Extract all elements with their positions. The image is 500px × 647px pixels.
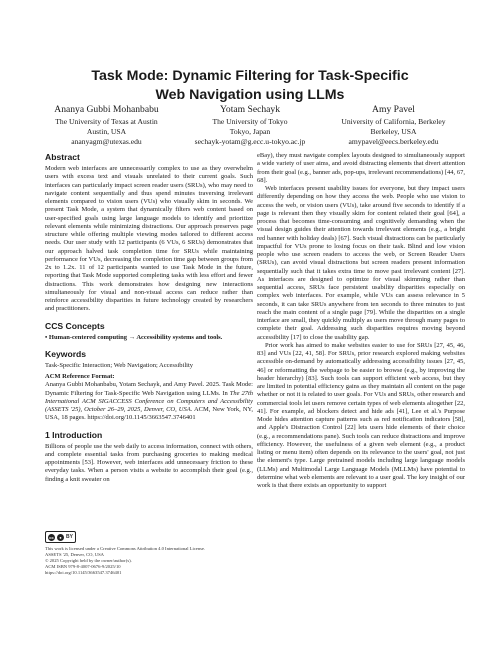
cc-badge-label: BY (66, 534, 73, 540)
title-line-1: Task Mode: Dynamic Filtering for Task-Specific (91, 68, 409, 84)
footer-line: This work is licensed under a Creative Commons Attribution 4.0 International License. (45, 546, 206, 551)
keywords-text: Task-Specific Interaction; Web Navigation; Accessibility (45, 361, 193, 369)
author-1 (35, 104, 178, 147)
cc-by-badge (45, 531, 76, 543)
author-location: Berkeley, USA (370, 127, 417, 136)
intro-paragraph-3: Prior work has aimed to make websites easier to use for SRUs [27, 45, 46, 83] and VUs [22, 41, 58]. For SRUs, prior research explored making websites accessible on-demand by automatically addressing accessibility issues [27, 45, 46] or reformatting the webpage to be easier to browse (e.g., by improving the header hierarchy) [83]. Such tools can support efficient web access, but they are limited in potential efficiency gains as they maintain all content on the page whether or not it is related to user goals. For VUs and SRUs, other research and commercial tools let users remove certain types of web elements altogether [22, 41]. For example, ad blockers detect and hide ads [41], Lee et al.'s Purpose Mode hides attention capture patterns such as red notification indicators [58], and Apple's Distraction Control [22] lets users hide elements of their choice (e.g., a recommendations pane). Such tools can reduce distractions and improve efficiency. However, the usefulness of a given web element (e.g., a product listing or menu item) often depends on its relevance to the users' goal, not just the element's type. Large pretrained models including large language models (LLMs) and Multimodal Large Language Models (MLLMs) have potential to determine what web elements are relevant to a user goal. The key insight of our work is that there exists an opportunity to support (257, 341, 465, 489)
author-block (35, 104, 465, 147)
author-name: Ananya Gubbi Mohanbabu (54, 104, 159, 115)
author-name: Yotam Sechayk (219, 104, 281, 115)
left-column (45, 152, 253, 484)
attribution-icon: ● (57, 534, 64, 541)
abstract-heading: Abstract (45, 152, 80, 162)
footer-doi-link[interactable]: https://doi.org/10.1145/3663547.3746401 (45, 570, 122, 575)
author-affiliation: The University of Tokyo (212, 117, 288, 126)
author-affiliation: University of California, Berkeley (341, 117, 446, 126)
acm-reference (45, 373, 253, 423)
paper-title (60, 67, 440, 105)
creative-commons-icon: cc (49, 534, 54, 540)
acm-ref-venue: The 27th International ACM SIGACCESS Conference on Computers and Accessibility (ASSETS '25), October 26–29, 2025, Denver, CO, USA. (45, 389, 254, 413)
license-footer (45, 531, 253, 576)
author-2 (179, 104, 322, 147)
footer-line: ACM ISBN 979-8-4007-0676-9/2025/10 (45, 564, 121, 569)
author-email[interactable]: sechayk-yotam@g.ecc.u-tokyo.ac.jp (194, 137, 306, 146)
author-3 (322, 104, 465, 147)
acm-ref-label: ACM Reference Format: (45, 373, 115, 380)
abstract-text: Modern web interfaces are unnecessarily complex to use as they overwhelm users with excess text and visuals unrelated to their current goals. Such interfaces can particularly impact screen reader users (SRUs), who may need to navigate content sequentially and thus spend minutes traversing irrelevant elements compared to vision users (VUs) who visually skim in seconds. We present Task Mode, a system that dynamically filters web content based on user-specified goals using large language models to identify and prioritize relevant elements while minimizing distractions. Our approach preserves page structure while offering multiple viewing modes tailored to different access needs. Our user study with 12 participants (6 VUs, 6 SRUs) demonstrates that our approach halved task completion time for SRUs while maintaining performance for VUs, decreasing the completion time gap between groups from 2x to 1.2x. 11 of 12 participants wanted to use Task Mode in the future, reporting that Task Mode supported completing tasks with less effort and fewer distractions. This work demonstrates how designing new interactions simultaneously for visual and non-visual access can reduce rather than reinforce accessibility disparities in future technology created by researchers and practitioners. (45, 165, 253, 313)
keywords-heading: Keywords (45, 348, 87, 359)
acm-ref-text: Ananya Gubbi Mohanbabu, Yotam Sechayk, and Amy Pavel. 2025. Task Mode: Dynamic Filtering for Task-Specific Web Navigation using LLMs. In (45, 381, 253, 397)
author-email[interactable]: amypavel@eecs.berkeley.edu (348, 137, 439, 146)
author-name: Amy Pavel (372, 104, 415, 115)
title-line-2: Web Navigation using LLMs (155, 87, 345, 103)
author-location: Tokyo, Japan (229, 127, 271, 136)
intro-paragraph-continued: eBay), they must navigate complex layouts designed to simultaneously support a wide variety of user aims, and avoid distracting elements that divert attention from their goal (e.g., banner ads, pop-ups, irrelevant recommendations) [44, 67, 68]. (257, 152, 465, 184)
intro-paragraph-2: Web interfaces present usability issues for everyone, but they impact users differently depending on how they access the web. People who use vision to access the web, or vision users (VUs), take around five seconds to identify if a page is relevant then they visually skim for content related their goal [64], a process that becomes time-consuming and cognitively demanding when the visual design guides their attention towards irrelevant elements (e.g., a bright red banner with holiday deals) [67]. Such visual distractions can be particularly impactful for VUs prone to losing focus on their task. Blind and low vision people who use screen readers to access the web, or Screen Reader Users (SRUs), can avoid visual distractions but screen readers present information sequentially such that it takes extra time to move past irrelevant content [27]. As interfaces are designed to optimize for visual skimming rather than sequential access, SRUs face persistent usability disparities especially on complex web interfaces. For example, while VUs can assess relevance in 5 seconds, it can take SRUs anywhere from ten seconds to three minutes to just reach the main content of a single page [79]. While the disparities on a single interface are small, they quickly multiply as users move through many pages to complete their goal. Addressing such disparities requires moving beyond accessibility [17] to close the usability gap. (257, 185, 465, 341)
author-location: Austin, USA (86, 127, 127, 136)
footer-line: © 2025 Copyright held by the owner/author(s). (45, 558, 132, 563)
ccs-heading: CCS Concepts (45, 320, 105, 331)
author-email[interactable]: ananyagm@utexas.edu (71, 137, 142, 146)
intro-paragraph-1: Billions of people use the web daily to access information, connect with others, and complete essential tasks from purchasing groceries to making medical appointments [53]. However, web interfaces add unnecessary friction to these everyday tasks. When a person visits a website to accomplish their goal (e.g., finding a knit sweater on (45, 442, 253, 483)
ccs-text: • Human-centered computing → Accessibility systems and tools. (45, 333, 223, 341)
acm-ref-tail: ACM, New York, NY, USA, 18 pages. https://doi.org/10.1145/3663547.3746401 (45, 406, 253, 422)
footer-line: ASSETS '25, Denver, CO, USA (45, 552, 104, 557)
introduction-heading: 1 Introduction (45, 429, 103, 440)
author-affiliation: The University of Texas at Austin (55, 117, 158, 126)
right-column (257, 152, 465, 490)
